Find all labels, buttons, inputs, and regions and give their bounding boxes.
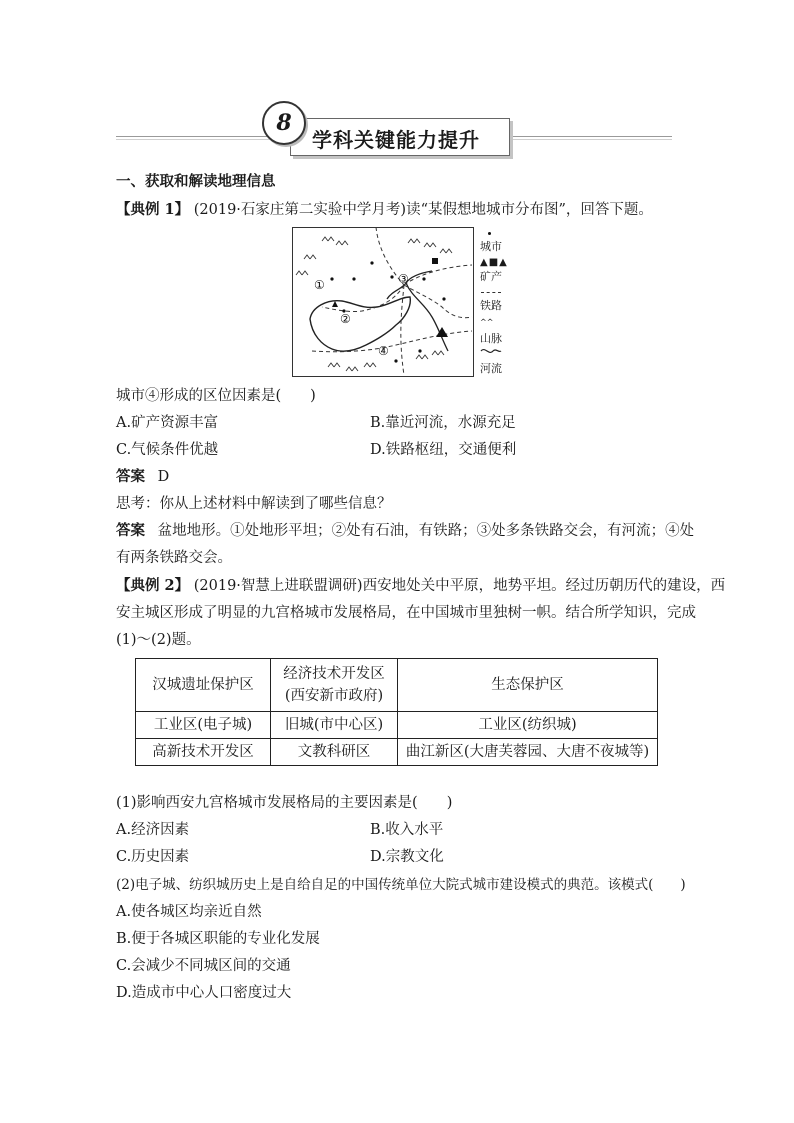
- map-mineral-triangle-small: [332, 301, 338, 307]
- legend-river-symbol: [480, 346, 502, 356]
- q2-option-b: B.便于各城区职能的专业化发展: [116, 931, 320, 947]
- city-distribution-map: [292, 227, 474, 377]
- table-row: [136, 739, 658, 766]
- example2-intro-line3: (1)～(2)题。: [116, 632, 201, 648]
- example1-option-d: D.铁路枢纽，交通便利: [370, 442, 517, 458]
- q1-stem: (1)影响西安九宫格城市发展格局的主要因素是( ): [116, 795, 453, 811]
- legend-river-label: 河流: [480, 362, 502, 375]
- table-cell: 汉城遗址保护区: [136, 659, 271, 712]
- think-answer-line2: 有两条铁路交会。: [116, 550, 232, 566]
- map-region-3: ③: [398, 272, 409, 286]
- example1-think-answer: [116, 521, 694, 541]
- legend-mineral-symbols: ▲■▲: [480, 257, 508, 268]
- page-title: 学科关键能力提升: [312, 128, 480, 152]
- map-railway-5: [404, 285, 472, 318]
- table-cell: 旧城(市中心区): [271, 712, 398, 739]
- example2-intro-text1: (2019·智慧上进联盟调研)西安地处关中平原，地势平坦。经过历朝历代的建设，西: [193, 578, 726, 594]
- map-region-2: ②: [340, 312, 351, 326]
- map-railway-2: [404, 265, 472, 285]
- think-answer-line1: 盆地地形。①处地形平坦；②处有石油，有铁路；③处多条铁路交会，有河流；④处: [157, 523, 695, 539]
- map-region-4: ④: [378, 344, 389, 358]
- table-cell: 文教科研区: [271, 739, 398, 766]
- table-cell: 工业区(电子城): [136, 712, 271, 739]
- table-row: [136, 659, 658, 712]
- example1-answer: [116, 467, 169, 487]
- example1-answer-label: 答案: [116, 469, 145, 485]
- map-mountains: [296, 237, 452, 371]
- table-cell: 工业区(纺织城): [398, 712, 658, 739]
- map-mineral-square: [432, 258, 438, 264]
- table-cell-line: 经济技术开发区: [283, 666, 385, 682]
- q1-option-c: C.历史因素: [116, 849, 190, 865]
- example1-option-c: C.气候条件优越: [116, 442, 219, 458]
- example2-intro-line1: [116, 576, 725, 596]
- example1-question: 城市④形成的区位因素是( ): [116, 388, 316, 404]
- example1-intro: [116, 200, 653, 220]
- example2-intro-line2: 安主城区形成了明显的九宫格城市发展格局，在中国城市里独树一帜。结合所学知识，完成: [116, 605, 696, 621]
- legend-mineral-label: 矿产: [480, 270, 502, 283]
- table-cell: [271, 659, 398, 712]
- example1-answer-value: D: [157, 469, 170, 485]
- legend-city-dot: [488, 232, 491, 235]
- map-region-1: ①: [314, 278, 325, 292]
- example1-option-a: A.矿产资源丰富: [116, 415, 219, 431]
- legend-mountain-label: 山脉: [480, 332, 502, 345]
- legend-mountain-symbol: ^^: [480, 318, 494, 327]
- q2-option-a: A.使各城区均亲近自然: [116, 904, 262, 920]
- q1-option-d: D.宗教文化: [370, 849, 444, 865]
- table-cell-line: (西安新市政府): [284, 688, 384, 704]
- map-railway-3: [322, 285, 404, 312]
- q2-stem: (2)电子城、纺织城历史上是自给自足的中国传统单位大院式城市建设模式的典范。该模式( ): [116, 877, 686, 893]
- q1-option-a: A.经济因素: [116, 822, 190, 838]
- table-cell: 生态保护区: [398, 659, 658, 712]
- map-railway-6: [312, 331, 472, 352]
- legend-railway-symbol: [481, 292, 501, 293]
- q2-option-c: C.会减少不同城区间的交通: [116, 958, 291, 974]
- q1-option-b: B.收入水平: [370, 822, 444, 838]
- section-heading: 一、获取和解读地理信息: [116, 174, 276, 190]
- example1-tag: 【典例 1】: [116, 201, 190, 218]
- table-row: [136, 712, 658, 739]
- map-river-1: [387, 271, 432, 299]
- example2-tag: 【典例 2】: [116, 577, 190, 594]
- q2-option-d: D.造成市中心人口密度过大: [116, 985, 292, 1001]
- chapter-number-badge: 8: [262, 101, 306, 145]
- example1-source: (2019·石家庄第二实验中学月考)读“某假想地城市分布图”，回答下题。: [193, 202, 653, 218]
- think-answer-label: 答案: [116, 523, 145, 539]
- legend-railway-label: 铁路: [480, 299, 502, 312]
- example1-think: 思考：你从上述材料中解读到了哪些信息？: [116, 496, 392, 512]
- example1-option-b: B.靠近河流，水源充足: [370, 415, 516, 431]
- table-cell: 曲江新区(大唐芙蓉园、大唐不夜城等): [398, 739, 658, 766]
- legend-city-label: 城市: [480, 240, 502, 253]
- map-basin-outline: [310, 297, 410, 351]
- xian-nine-grid-table: [135, 658, 658, 766]
- table-cell: 高新技术开发区: [136, 739, 271, 766]
